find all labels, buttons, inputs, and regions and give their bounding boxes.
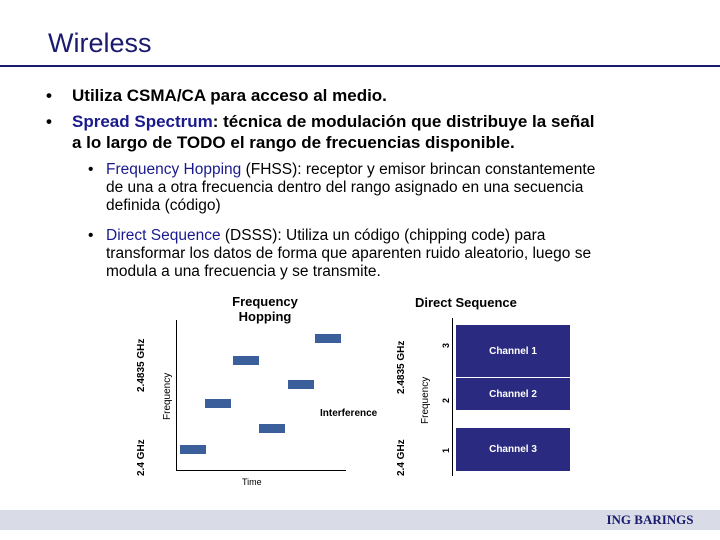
ing-barings-logo: ING BARINGS (606, 512, 694, 527)
bullet-dot: • (46, 112, 52, 131)
ds-y-top-label: 2.4835 GHz (396, 340, 407, 394)
dsss-desc-line2: transformar los datos de forma que aparenten ruido aleatorio, luego se (106, 245, 592, 262)
fh-y-bottom-label: 2.4 GHz (136, 439, 147, 476)
ds-y-bottom-label: 2.4 GHz (396, 439, 407, 476)
fh-y-axis-label: Frequency (162, 372, 173, 420)
fh-diagram-title (205, 294, 325, 324)
bullet-dot: • (46, 86, 52, 105)
interference-label: Interference (320, 408, 378, 419)
dsss-desc-line3: modula a una frecuencia y se transmite. (106, 263, 381, 280)
hop-block (233, 356, 259, 365)
channel-1: Channel 1 (456, 325, 570, 377)
dsss-term: Direct Sequence (106, 227, 221, 244)
bullet-dot: • (88, 227, 94, 244)
channel-2: Channel 2 (456, 378, 570, 410)
spread-spectrum-desc: : técnica de modulación que distribuye la señal (212, 112, 595, 131)
bullet-csma: Utiliza CSMA/CA para acceso al medio. (72, 86, 387, 105)
hop-block (315, 334, 341, 343)
hop-block (288, 380, 314, 389)
ds-y-axis-label: Frequency (420, 376, 431, 424)
fh-y-top-label: 2.4835 GHz (136, 338, 147, 392)
fh-title-line2: Hopping (238, 309, 292, 324)
hop-block (205, 399, 231, 408)
bullet-spread-spectrum (72, 111, 594, 132)
ds-diagram-title: Direct Sequence (415, 295, 517, 310)
fhss-desc-line3: definida (código) (106, 197, 221, 214)
fh-x-axis (176, 470, 346, 471)
ds-tick-3: 3 (441, 342, 451, 348)
sub-bullet-fhss (106, 161, 595, 179)
fh-y-axis (176, 320, 177, 470)
fh-title-line1: Frequency (232, 294, 298, 309)
ds-y-axis (452, 318, 453, 476)
hop-block (180, 445, 206, 454)
sub-bullet-dsss (106, 227, 545, 245)
title-divider (0, 65, 720, 67)
ds-tick-1: 1 (441, 447, 451, 453)
spread-spectrum-term: Spread Spectrum (72, 112, 213, 131)
fhss-desc-line2: de una a otra frecuencia dentro del rango asignado en una secuencia (106, 179, 584, 196)
fhss-term: Frequency Hopping (106, 161, 242, 178)
channel-3: Channel 3 (456, 428, 570, 471)
slide-title: Wireless (48, 28, 152, 58)
hop-block (259, 424, 285, 433)
ds-tick-2: 2 (441, 397, 451, 403)
bullet-dot: • (88, 161, 94, 178)
spread-spectrum-desc-line2: a lo largo de TODO el rango de frecuencias disponible. (72, 133, 515, 152)
fh-x-axis-label: Time (242, 477, 262, 487)
dsss-desc-line1: (DSSS): Utiliza un código (chipping code) para (220, 227, 546, 244)
fhss-desc-line1: (FHSS): receptor y emisor brincan constantemente (241, 161, 596, 178)
